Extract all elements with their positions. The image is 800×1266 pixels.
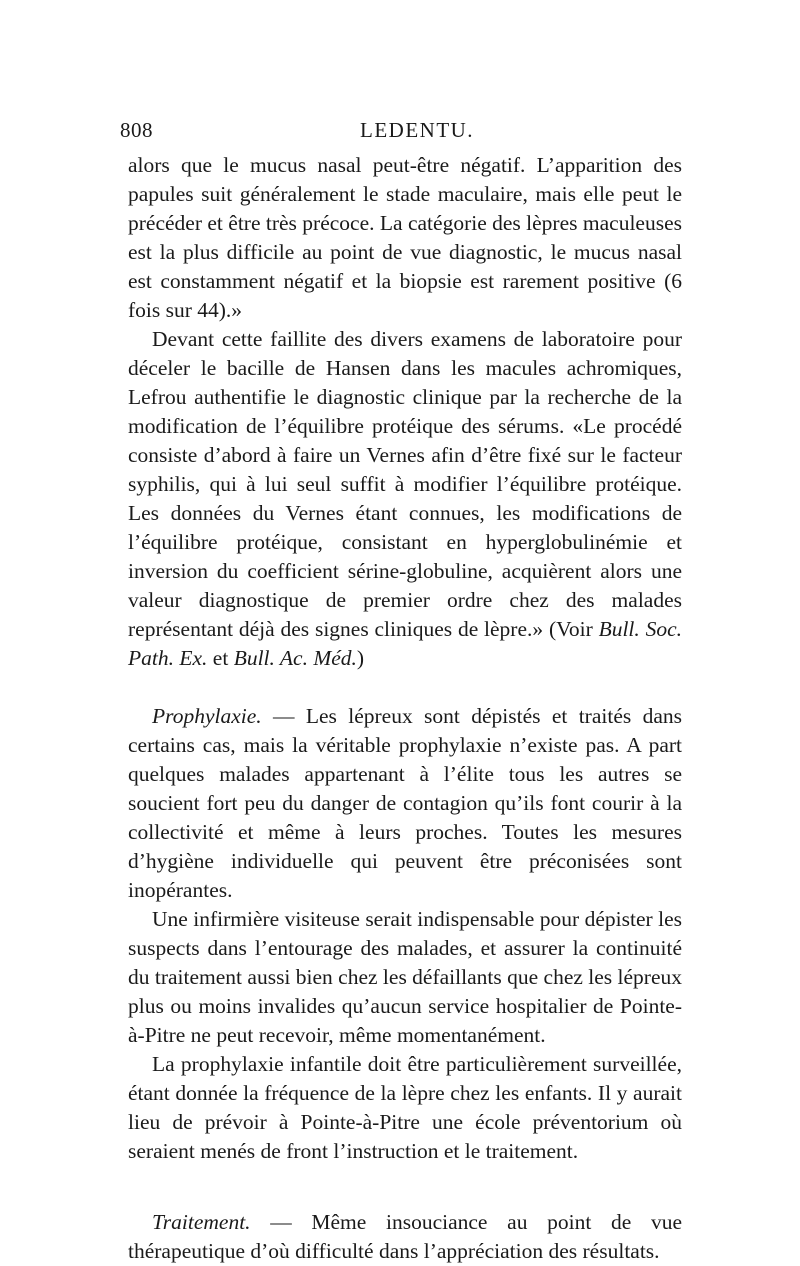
running-title: LEDENTU. bbox=[360, 118, 475, 142]
reference-conjunction: et bbox=[212, 646, 229, 670]
paragraph-traitement-text: — Même insouciance au point de vue thérapeutique d’où difficulté dans l’appréciation des résultats. bbox=[128, 1210, 682, 1263]
section-title-prophylaxie: Prophylaxie. bbox=[152, 704, 262, 728]
paragraph-prophylaxie-infantile: La prophylaxie infantile doit être particulièrement surveillée, étant donnée la fréquence de la lèpre chez les enfants. Il y aurait lieu de prévoir à Pointe-à-Pitre une école préventorium où seraient menés de front l’instruction et le traitement. bbox=[128, 1052, 682, 1163]
paragraph-traitement bbox=[128, 1208, 682, 1266]
paragraph-prophylaxie bbox=[128, 702, 682, 905]
paragraph-1: alors que le mucus nasal peut-être négatif. L’apparition des papules suit généralement le stade maculaire, mais elle peut le précéder et être très précoce. La catégorie des lèpres maculeuses est la plus difficile au point de vue diagnostic, le mucus nasal est constamment négatif et la biopsie est rarement positive (6 fois sur 44).» bbox=[128, 153, 682, 322]
section-title-traitement: Traitement. bbox=[152, 1210, 251, 1234]
reference-close: ) bbox=[356, 646, 365, 670]
body-text bbox=[128, 151, 682, 1266]
reference-bull-soc-path: Bull. Soc. Path. Ex. bbox=[128, 617, 682, 670]
page-number: 808 bbox=[120, 118, 153, 142]
paragraph-2 bbox=[128, 325, 682, 673]
reference-bull-ac-med: Bull. Ac. Méd. bbox=[233, 646, 357, 670]
paragraph-prophylaxie-text: — Les lépreux sont dépistés et traités dans certains cas, mais la véritable prophylaxie n’existe pas. A part quelques malades appartenant à l’élite tous les autres se soucient fort peu du danger de contagion qu’ils font courir à la collectivité et même à leurs proches. Toutes les mesures d’hygiène individuelle qui peuvent être préconisées sont inopérantes. bbox=[128, 704, 682, 902]
running-head bbox=[120, 118, 700, 146]
paragraph-2-text: Devant cette faillite des divers examens de laboratoire pour déceler le bacille de Hansen dans les macules achromiques, Lefrou authentifie le diagnostic clinique par la recherche de la modification de l’équilibre protéique des sérums. «Le procédé consiste d’abord à faire un Vernes afin d’être fixé sur le facteur syphilis, qui à lui seul suffit à modifier l’équilibre protéique. Les données du Vernes étant connues, les modifications de l’équilibre protéique, consistant en hyperglobulinémie et inversion du coefficient sérine-globuline, acquièrent alors une valeur diagnostique de premier ordre chez des malades représentant déjà des signes cliniques de lèpre.» (Voir bbox=[128, 327, 682, 641]
paragraph-infirmiere: Une infirmière visiteuse serait indispensable pour dépister les suspects dans l’entourage des malades, et assurer la continuité du traitement aussi bien chez les défaillants que chez les lépreux plus ou moins invalides qu’aucun service hospitalier de Pointe-à-Pitre ne peut recevoir, même momentanément. bbox=[128, 907, 683, 1047]
